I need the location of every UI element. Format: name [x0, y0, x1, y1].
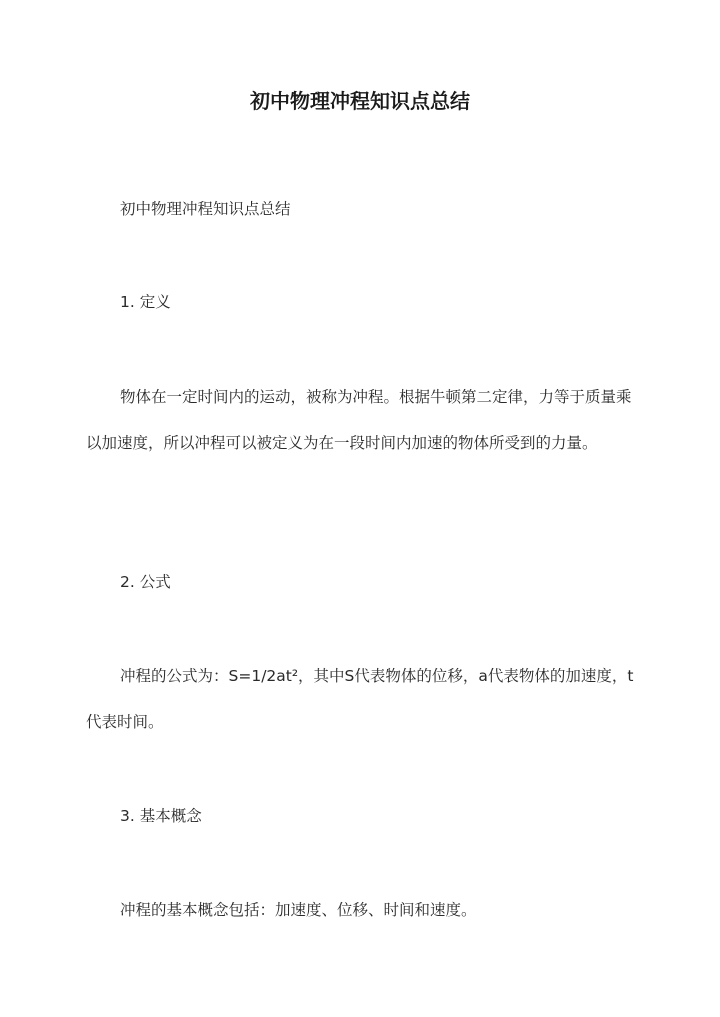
section-body-formula: 冲程的公式为：S=1/2at²，其中S代表物体的位移，a代表物体的加速度，t代表时间。 — [86, 667, 634, 731]
section-heading-definition: 1. 定义 — [120, 293, 171, 311]
section-body-concepts: 冲程的基本概念包括：加速度、位移、时间和速度。 — [120, 901, 477, 919]
document-subtitle: 初中物理冲程知识点总结 — [120, 200, 291, 218]
section-heading-formula: 2. 公式 — [120, 573, 171, 591]
section-heading-concepts: 3. 基本概念 — [120, 807, 202, 825]
document-title: 初中物理冲程知识点总结 — [250, 89, 470, 113]
section-body-definition: 物体在一定时间内的运动，被称为冲程。根据牛顿第二定律，力等于质量乘以加速度，所以冲程可以被定义为在一段时间内加速的物体所受到的力量。 — [86, 388, 632, 452]
